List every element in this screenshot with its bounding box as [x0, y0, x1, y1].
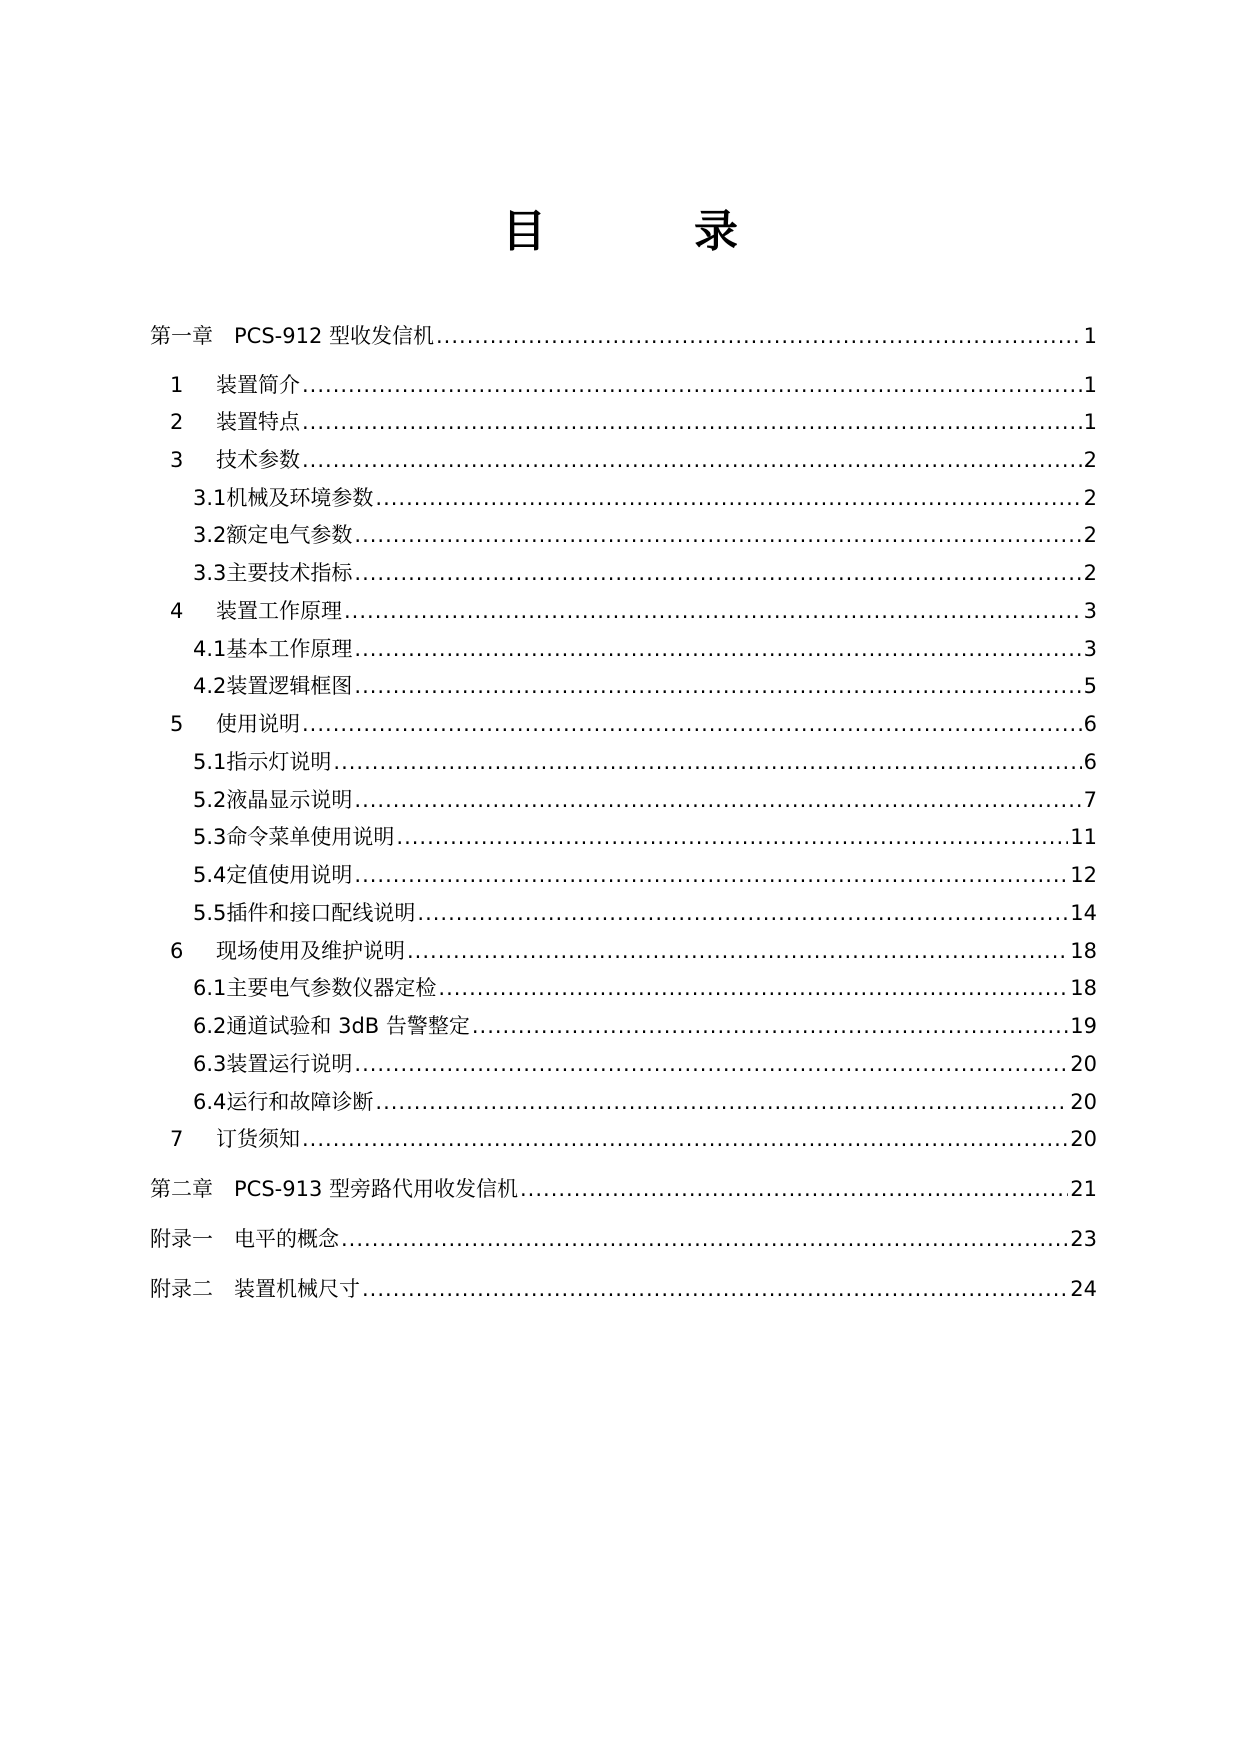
- leader-dots: [302, 709, 1082, 739]
- toc-entry-title: 通道试验和 3dB 告警整定: [226, 1014, 470, 1038]
- toc-entry[interactable]: [150, 860, 1097, 890]
- toc-entry-title: 运行和故障诊断: [226, 1090, 374, 1114]
- leader-dots: [344, 596, 1082, 626]
- leader-dots: [302, 445, 1082, 475]
- leader-dots: [354, 520, 1081, 550]
- toc-entry-page: 21: [1070, 1177, 1097, 1201]
- leader-dots: [375, 483, 1081, 513]
- leader-dots: [333, 747, 1081, 777]
- leader-dots: [417, 898, 1068, 928]
- toc-entry-label: [216, 936, 405, 966]
- toc-entry[interactable]: [150, 1087, 1097, 1117]
- leader-dots: [438, 973, 1068, 1003]
- toc-entry-title: 额定电气参数: [226, 523, 353, 547]
- leader-dots: [302, 1124, 1068, 1154]
- toc-entry-number: 3.3: [193, 561, 227, 585]
- leader-dots: [354, 634, 1081, 664]
- toc-entry-title: 主要电气参数仪器定检: [226, 976, 437, 1000]
- toc-entry-title: 订货须知: [216, 1127, 300, 1151]
- toc-entry-number: 4: [170, 599, 184, 623]
- toc-entry-title: 插件和接口配线说明: [226, 901, 416, 925]
- toc-entry[interactable]: [150, 936, 1097, 966]
- toc-entry-title: 使用说明: [216, 712, 300, 736]
- leader-dots: [302, 370, 1082, 400]
- toc-entry-page: 6: [1083, 712, 1097, 736]
- toc-entry-number: 4.2: [193, 674, 227, 698]
- leader-dots: [396, 822, 1068, 852]
- toc-entry-label: [226, 483, 373, 513]
- toc-entry-page: 1: [1083, 410, 1097, 434]
- toc-entry[interactable]: [150, 1224, 1097, 1254]
- toc-entry-number: 附录二: [150, 1277, 213, 1301]
- toc-entry-title: 装置工作原理: [216, 599, 342, 623]
- toc-entry-label: [213, 321, 434, 351]
- leader-dots: [407, 936, 1068, 966]
- toc-entry-page: 1: [1083, 324, 1097, 348]
- leader-dots: [354, 558, 1081, 588]
- toc-entry-label: [226, 1011, 469, 1041]
- toc-entry-label: [226, 520, 352, 550]
- leader-dots: [302, 407, 1082, 437]
- toc-entry-title: 电平的概念: [234, 1227, 339, 1251]
- toc-entry-label: [226, 558, 352, 588]
- toc-entry-number: 1: [170, 373, 184, 397]
- toc-entry-number: 3.1: [193, 486, 227, 510]
- toc-entry-gap: [213, 324, 234, 348]
- toc-entry-gap: [213, 1227, 234, 1251]
- toc-entry-label: [213, 1224, 339, 1254]
- toc-entry-number: 3: [170, 448, 184, 472]
- toc-entry-page: 12: [1070, 863, 1097, 887]
- toc-entry-title: 现场使用及维护说明: [216, 939, 405, 963]
- toc-entry-page: 7: [1083, 788, 1097, 812]
- toc-entry-page: 6: [1083, 750, 1097, 774]
- toc-entry-title: PCS-912 型收发信机: [234, 324, 434, 348]
- toc-entry-page: 14: [1070, 901, 1097, 925]
- leader-dots: [472, 1011, 1068, 1041]
- toc-entry[interactable]: [150, 785, 1097, 815]
- leader-dots: [354, 860, 1068, 890]
- toc-entry-title: 装置简介: [216, 373, 300, 397]
- toc-entry-number: 第一章: [150, 324, 213, 348]
- toc-entry-title: 基本工作原理: [226, 637, 353, 661]
- toc-entry-number: 附录一: [150, 1227, 213, 1251]
- toc-entry-title: 定值使用说明: [226, 863, 353, 887]
- toc-entry-gap: [213, 1277, 234, 1301]
- toc-entry[interactable]: [150, 370, 1097, 400]
- toc-entry[interactable]: [150, 1011, 1097, 1041]
- toc-entry[interactable]: [150, 973, 1097, 1003]
- toc-entry-page: 20: [1070, 1090, 1097, 1114]
- leader-dots: [354, 785, 1081, 815]
- toc-entry-number: 6.4: [193, 1090, 227, 1114]
- toc-entry-number: 5.2: [193, 788, 227, 812]
- toc-entry[interactable]: [150, 671, 1097, 701]
- toc-entry-label: [216, 445, 300, 475]
- toc-entry-number: 5.1: [193, 750, 227, 774]
- toc-entry-page: 19: [1070, 1014, 1097, 1038]
- toc-entry-page: 18: [1070, 976, 1097, 1000]
- toc-entry-number: 6: [170, 939, 184, 963]
- toc-entry-label: [226, 898, 415, 928]
- toc-entry-page: 2: [1083, 448, 1097, 472]
- leader-dots: [520, 1174, 1068, 1204]
- toc-entry-number: 5.3: [193, 825, 227, 849]
- leader-dots: [354, 1049, 1068, 1079]
- toc-entry-label: [226, 1049, 352, 1079]
- toc-entry-label: [216, 407, 300, 437]
- toc-entry[interactable]: [150, 1274, 1097, 1304]
- toc-entry-label: [216, 596, 342, 626]
- toc-entry[interactable]: [150, 709, 1097, 739]
- toc-entry[interactable]: [150, 321, 1097, 351]
- toc-entry-label: [226, 1087, 373, 1117]
- toc-entry-number: 2: [170, 410, 184, 434]
- toc-entry-number: 6.2: [193, 1014, 227, 1038]
- toc-entry[interactable]: [150, 747, 1097, 777]
- toc-entry-page: 24: [1070, 1277, 1097, 1301]
- toc-entry[interactable]: [150, 407, 1097, 437]
- toc-entry-page: 20: [1070, 1052, 1097, 1076]
- toc-entry[interactable]: [150, 634, 1097, 664]
- toc-entry-title: 技术参数: [216, 448, 300, 472]
- toc-entry[interactable]: [150, 1049, 1097, 1079]
- toc-entry-page: 3: [1083, 599, 1097, 623]
- toc-entry-title: 装置逻辑框图: [226, 674, 353, 698]
- toc-entry[interactable]: [150, 822, 1097, 852]
- toc-entry-number: 6.3: [193, 1052, 227, 1076]
- toc-entry[interactable]: [150, 445, 1097, 475]
- toc-entry[interactable]: [150, 558, 1097, 588]
- toc-entry-page: 20: [1070, 1127, 1097, 1151]
- toc-entry-title: 液晶显示说明: [226, 788, 353, 812]
- toc-entry-number: 7: [170, 1127, 184, 1151]
- toc-entry[interactable]: [150, 1124, 1097, 1154]
- toc-entry-page: 2: [1083, 486, 1097, 510]
- toc-entry[interactable]: [150, 898, 1097, 928]
- toc-entry-number: 3.2: [193, 523, 227, 547]
- toc-entry-title: 主要技术指标: [226, 561, 353, 585]
- toc-entry[interactable]: [150, 1174, 1097, 1204]
- toc-entry-label: [226, 822, 394, 852]
- toc-entry-title: 装置运行说明: [226, 1052, 353, 1076]
- toc-entry-number: 第二章: [150, 1177, 213, 1201]
- leader-dots: [436, 321, 1082, 351]
- toc-entry[interactable]: [150, 483, 1097, 513]
- toc-entry-number: 5.5: [193, 901, 227, 925]
- leader-dots: [354, 671, 1081, 701]
- page-title: 目 录: [502, 206, 790, 257]
- toc-entry-title: 命令菜单使用说明: [226, 825, 395, 849]
- toc-entry-page: 18: [1070, 939, 1097, 963]
- toc-entry[interactable]: [150, 520, 1097, 550]
- toc-entry-title: PCS-913 型旁路代用收发信机: [234, 1177, 518, 1201]
- leader-dots: [362, 1274, 1068, 1304]
- toc-entry-page: 5: [1083, 674, 1097, 698]
- leader-dots: [375, 1087, 1068, 1117]
- toc-entry-label: [226, 785, 352, 815]
- toc-entry-page: 1: [1083, 373, 1097, 397]
- toc-entry-page: 2: [1083, 561, 1097, 585]
- toc-entry-title: 机械及环境参数: [226, 486, 374, 510]
- toc-entry-page: 2: [1083, 523, 1097, 547]
- toc-entry-label: [216, 709, 300, 739]
- toc-entry-title: 装置特点: [216, 410, 300, 434]
- toc-entry-title: 装置机械尺寸: [234, 1277, 360, 1301]
- toc-entry-label: [226, 671, 352, 701]
- toc-entry-number: 5.4: [193, 863, 227, 887]
- toc-entry-label: [216, 1124, 300, 1154]
- toc-entry-number: 4.1: [193, 637, 227, 661]
- leader-dots: [341, 1224, 1068, 1254]
- toc-entry-gap: [213, 1177, 234, 1201]
- toc-entry-label: [216, 370, 300, 400]
- toc-entry[interactable]: [150, 596, 1097, 626]
- toc-entry-label: [213, 1174, 518, 1204]
- toc-entry-label: [226, 860, 352, 890]
- toc-entry-page: 23: [1070, 1227, 1097, 1251]
- toc-entry-label: [226, 973, 436, 1003]
- toc-entry-title: 指示灯说明: [226, 750, 332, 774]
- toc-entry-number: 6.1: [193, 976, 227, 1000]
- toc-entry-label: [226, 747, 331, 777]
- toc-entry-label: [213, 1274, 360, 1304]
- toc-entry-page: 3: [1083, 637, 1097, 661]
- toc-entry-label: [226, 634, 352, 664]
- toc-entry-number: 5: [170, 712, 184, 736]
- toc-entry-page: 11: [1070, 825, 1097, 849]
